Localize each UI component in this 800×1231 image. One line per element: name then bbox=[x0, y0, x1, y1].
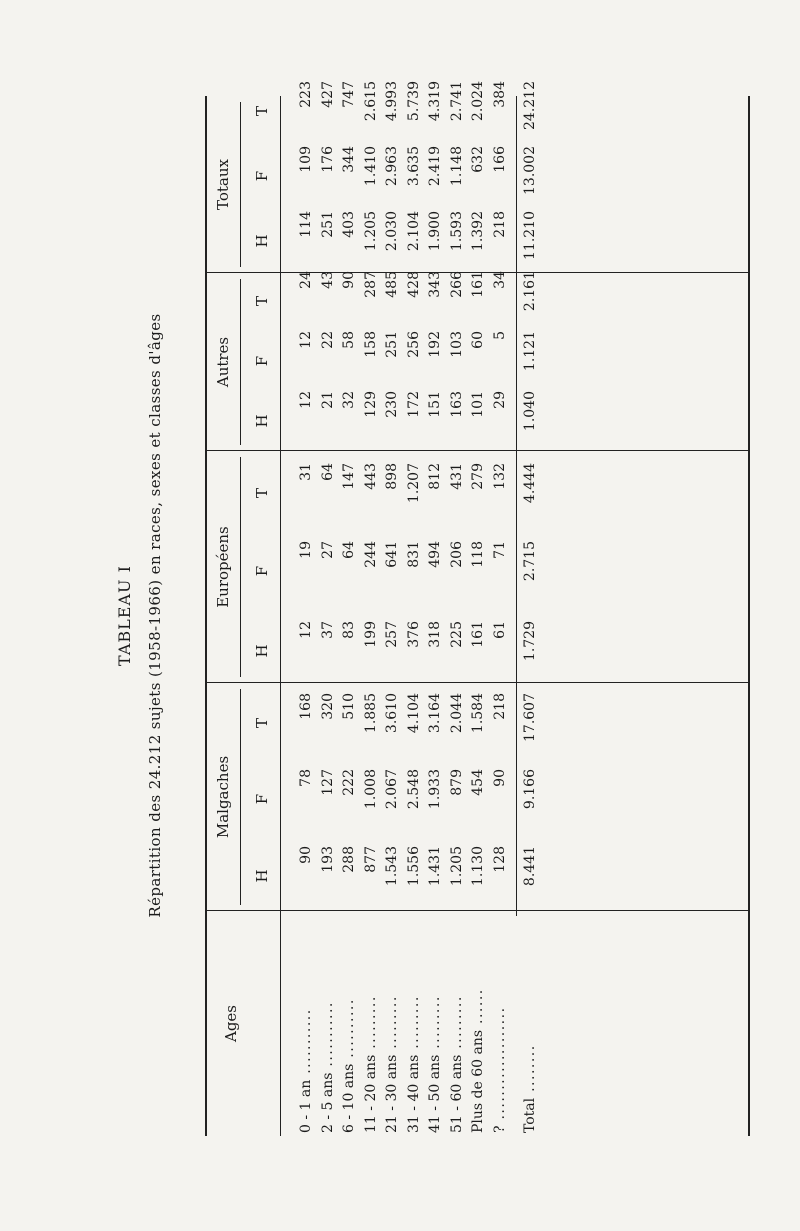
group-rule-2 bbox=[240, 279, 241, 445]
row-1-cell-1: 127 bbox=[319, 769, 336, 796]
leader-dots: ........... bbox=[319, 1001, 336, 1073]
row-6-cell-3: 318 bbox=[427, 621, 443, 648]
row-8-cell-5: 279 bbox=[470, 463, 486, 490]
row-1-cell-8: 43 bbox=[319, 271, 336, 289]
row-4-cell-6: 230 bbox=[384, 391, 400, 418]
bottom-rule bbox=[748, 96, 750, 1136]
column-divider-0 bbox=[205, 910, 748, 911]
total-row-cell-11: 24.212 bbox=[522, 81, 538, 130]
total-row-cell-3: 1.729 bbox=[522, 621, 538, 662]
row-6-cell-5: 812 bbox=[427, 463, 443, 490]
row-4-cell-0: 1.543 bbox=[384, 846, 400, 887]
row-3-cell-0: 877 bbox=[362, 846, 379, 873]
row-0-cell-0: 90 bbox=[298, 846, 314, 864]
leader-dots: ......... bbox=[427, 995, 443, 1055]
row-4-cell-2: 3.610 bbox=[384, 693, 400, 734]
row-3-cell-8: 287 bbox=[362, 271, 379, 298]
row-9-cell-7: 5 bbox=[491, 331, 508, 340]
row-3-cell-9: 1.205 bbox=[362, 211, 379, 252]
column-divider-1 bbox=[205, 682, 748, 683]
subheader-rule bbox=[280, 96, 281, 1136]
row-5-cell-11: 5.739 bbox=[405, 81, 422, 122]
total-row-cell-6: 1.040 bbox=[522, 391, 538, 432]
age-label: 21 - 30 ans bbox=[384, 1054, 400, 1133]
subheader-2-1: F bbox=[253, 355, 271, 367]
row-1-cell-0: 193 bbox=[319, 846, 336, 873]
row-0-cell-5: 31 bbox=[298, 463, 314, 481]
row-0-cell-2: 168 bbox=[298, 693, 314, 720]
row-5-cell-2: 4.104 bbox=[405, 693, 422, 734]
row-7-cell-9: 1.593 bbox=[448, 211, 465, 252]
row-6-cell-0: 1.431 bbox=[427, 846, 443, 887]
row-9-cell-2: 218 bbox=[491, 693, 508, 720]
row-9-cell-4: 71 bbox=[491, 541, 508, 559]
row-2-cell-3: 83 bbox=[341, 621, 357, 639]
row-3-cell-5: 443 bbox=[362, 463, 379, 490]
row-4-cell-1: 2.067 bbox=[384, 769, 400, 810]
age-label: 11 - 20 ans bbox=[362, 1054, 379, 1133]
row-6-cell-10: 2.419 bbox=[427, 146, 443, 187]
row-2-cell-10: 344 bbox=[341, 146, 357, 173]
row-4-cell-8: 485 bbox=[384, 271, 400, 298]
row-6-cell-7: 192 bbox=[427, 331, 443, 358]
row-0-cell-7: 12 bbox=[298, 331, 314, 349]
total-rule bbox=[516, 96, 517, 916]
leader-dots: ........... bbox=[298, 1008, 314, 1080]
row-5-cell-3: 376 bbox=[405, 621, 422, 648]
row-0-cell-3: 12 bbox=[298, 621, 314, 639]
subheader-1-0: H bbox=[253, 644, 271, 658]
row-7-cell-8: 266 bbox=[448, 271, 465, 298]
age-label: Plus de 60 ans bbox=[470, 1029, 486, 1133]
leader-dots: ......... bbox=[384, 995, 400, 1055]
row-2-cell-0: 288 bbox=[341, 846, 357, 873]
total-row-label bbox=[522, 1044, 538, 1133]
total-row-cell-8: 2.161 bbox=[522, 271, 538, 312]
leader-dots: ......... bbox=[448, 995, 465, 1055]
group-header-1: Européens bbox=[214, 526, 232, 608]
leader-dots: ......... bbox=[405, 995, 422, 1055]
row-2-cell-11: 747 bbox=[341, 81, 357, 108]
age-label: 6 - 10 ans bbox=[341, 1063, 357, 1133]
row-2-cell-8: 90 bbox=[341, 271, 357, 289]
row-9-cell-1: 90 bbox=[491, 769, 508, 787]
row-0-cell-10: 109 bbox=[298, 146, 314, 173]
row-8-cell-0: 1.130 bbox=[470, 846, 486, 887]
row-3-cell-6: 129 bbox=[362, 391, 379, 418]
row-0-cell-9: 114 bbox=[298, 211, 314, 238]
subheader-2-2: T bbox=[253, 296, 271, 307]
row-2-label bbox=[341, 998, 357, 1133]
row-8-cell-3: 161 bbox=[470, 621, 486, 648]
total-row-cell-7: 1.121 bbox=[522, 331, 538, 372]
total-row-cell-1: 9.166 bbox=[522, 769, 538, 810]
row-9-cell-10: 166 bbox=[491, 146, 508, 173]
row-9-cell-0: 128 bbox=[491, 846, 508, 873]
row-1-cell-11: 427 bbox=[319, 81, 336, 108]
row-6-cell-4: 494 bbox=[427, 541, 443, 568]
subheader-3-1: F bbox=[253, 170, 271, 182]
row-8-cell-2: 1.584 bbox=[470, 693, 486, 734]
row-8-cell-11: 2.024 bbox=[470, 81, 486, 122]
row-2-cell-9: 403 bbox=[341, 211, 357, 238]
row-2-cell-5: 147 bbox=[341, 463, 357, 490]
age-label: 0 - 1 an bbox=[298, 1079, 314, 1133]
total-row-cell-4: 2.715 bbox=[522, 541, 538, 582]
age-label: 2 - 5 ans bbox=[319, 1072, 336, 1133]
leader-dots: ................... bbox=[491, 1006, 508, 1126]
row-6-cell-2: 3.164 bbox=[427, 693, 443, 734]
row-7-cell-6: 163 bbox=[448, 391, 465, 418]
row-0-cell-1: 78 bbox=[298, 769, 314, 787]
age-label: Total bbox=[522, 1097, 538, 1133]
row-5-cell-7: 256 bbox=[405, 331, 422, 358]
row-7-cell-10: 1.148 bbox=[448, 146, 465, 187]
total-row-cell-10: 13.002 bbox=[522, 146, 538, 195]
age-label: ? bbox=[491, 1125, 508, 1133]
row-4-cell-3: 257 bbox=[384, 621, 400, 648]
row-5-cell-6: 172 bbox=[405, 391, 422, 418]
top-rule bbox=[205, 96, 207, 1136]
row-5-cell-8: 428 bbox=[405, 271, 422, 298]
row-2-cell-1: 222 bbox=[341, 769, 357, 796]
row-1-cell-7: 22 bbox=[319, 331, 336, 349]
row-7-cell-4: 206 bbox=[448, 541, 465, 568]
row-5-cell-1: 2.548 bbox=[405, 769, 422, 810]
row-1-cell-3: 37 bbox=[319, 621, 336, 639]
leader-dots: .......... bbox=[341, 998, 357, 1064]
group-header-3: Totaux bbox=[214, 159, 232, 210]
row-2-cell-2: 510 bbox=[341, 693, 357, 720]
row-9-cell-8: 34 bbox=[491, 271, 508, 289]
subheader-0-1: F bbox=[253, 793, 271, 805]
row-2-cell-7: 58 bbox=[341, 331, 357, 349]
row-7-cell-7: 103 bbox=[448, 331, 465, 358]
row-3-cell-10: 1.410 bbox=[362, 146, 379, 187]
row-1-cell-10: 176 bbox=[319, 146, 336, 173]
row-7-label bbox=[449, 995, 465, 1133]
age-label: 51 - 60 ans bbox=[448, 1054, 465, 1133]
group-rule-1 bbox=[240, 457, 241, 677]
row-3-label bbox=[363, 995, 379, 1133]
age-label: 31 - 40 ans bbox=[405, 1054, 422, 1133]
row-3-cell-11: 2.615 bbox=[362, 81, 379, 122]
row-9-cell-5: 132 bbox=[491, 463, 508, 490]
row-4-cell-7: 251 bbox=[384, 331, 400, 358]
row-9-cell-6: 29 bbox=[491, 391, 508, 409]
row-3-cell-3: 199 bbox=[362, 621, 379, 648]
row-8-cell-7: 60 bbox=[470, 331, 486, 349]
row-7-cell-1: 879 bbox=[448, 769, 465, 796]
row-8-cell-4: 118 bbox=[470, 541, 486, 568]
row-1-label bbox=[320, 1001, 336, 1133]
row-5-cell-4: 831 bbox=[405, 541, 422, 568]
row-0-cell-8: 24 bbox=[298, 271, 314, 289]
leader-dots: ........ bbox=[522, 1044, 538, 1098]
ages-header: Ages bbox=[222, 1005, 240, 1043]
row-7-cell-0: 1.205 bbox=[448, 846, 465, 887]
row-0-cell-4: 19 bbox=[298, 541, 314, 559]
row-4-cell-5: 898 bbox=[384, 463, 400, 490]
row-7-cell-2: 2.044 bbox=[448, 693, 465, 734]
row-1-cell-4: 27 bbox=[319, 541, 336, 559]
group-rule-0 bbox=[240, 689, 241, 905]
group-rule-3 bbox=[240, 102, 241, 267]
row-4-cell-9: 2.030 bbox=[384, 211, 400, 252]
group-header-2: Autres bbox=[214, 336, 232, 388]
row-6-cell-8: 343 bbox=[427, 271, 443, 298]
row-8-cell-8: 161 bbox=[470, 271, 486, 298]
row-0-label bbox=[298, 1008, 314, 1133]
row-5-label bbox=[406, 995, 422, 1133]
row-4-cell-11: 4.993 bbox=[384, 81, 400, 122]
subheader-0-0: H bbox=[253, 869, 271, 883]
row-9-cell-11: 384 bbox=[491, 81, 508, 108]
total-row-cell-2: 17.607 bbox=[522, 693, 538, 742]
subheader-1-1: F bbox=[253, 565, 271, 577]
row-6-label bbox=[427, 995, 443, 1133]
total-row-cell-5: 4.444 bbox=[522, 463, 538, 504]
row-8-label bbox=[470, 988, 486, 1133]
row-9-cell-3: 61 bbox=[491, 621, 508, 639]
row-1-cell-9: 251 bbox=[319, 211, 336, 238]
row-2-cell-4: 64 bbox=[341, 541, 357, 559]
row-4-label bbox=[384, 995, 400, 1133]
total-row-cell-0: 8.441 bbox=[522, 846, 538, 887]
row-6-cell-9: 1.900 bbox=[427, 211, 443, 252]
row-6-cell-11: 4.319 bbox=[427, 81, 443, 122]
row-8-cell-1: 454 bbox=[470, 769, 486, 796]
row-7-cell-11: 2.741 bbox=[448, 81, 465, 122]
row-9-label bbox=[492, 1006, 508, 1133]
row-8-cell-6: 101 bbox=[470, 391, 486, 418]
row-1-cell-5: 64 bbox=[319, 463, 336, 481]
subheader-1-2: T bbox=[253, 488, 271, 499]
row-6-cell-1: 1.933 bbox=[427, 769, 443, 810]
row-5-cell-9: 2.104 bbox=[405, 211, 422, 252]
row-3-cell-2: 1.885 bbox=[362, 693, 379, 734]
leader-dots: ......... bbox=[362, 995, 379, 1055]
row-7-cell-3: 225 bbox=[448, 621, 465, 648]
row-1-cell-2: 320 bbox=[319, 693, 336, 720]
row-6-cell-6: 151 bbox=[427, 391, 443, 418]
row-4-cell-4: 641 bbox=[384, 541, 400, 568]
row-9-cell-9: 218 bbox=[491, 211, 508, 238]
row-3-cell-1: 1.008 bbox=[362, 769, 379, 810]
row-0-cell-11: 223 bbox=[298, 81, 314, 108]
row-3-cell-7: 158 bbox=[362, 331, 379, 358]
subheader-3-2: T bbox=[253, 106, 271, 117]
age-label: 41 - 50 ans bbox=[427, 1054, 443, 1133]
total-row-cell-9: 11.210 bbox=[522, 211, 538, 260]
row-7-cell-5: 431 bbox=[448, 463, 465, 490]
row-5-cell-0: 1.556 bbox=[405, 846, 422, 887]
row-8-cell-10: 632 bbox=[470, 146, 486, 173]
row-5-cell-10: 3.635 bbox=[405, 146, 422, 187]
row-1-cell-6: 21 bbox=[319, 391, 336, 409]
row-8-cell-9: 1.392 bbox=[470, 211, 486, 252]
row-4-cell-10: 2.963 bbox=[384, 146, 400, 187]
table-subtitle: Répartition des 24.212 sujets (1958-1966) en races, sexes et classes d'âges bbox=[146, 313, 164, 918]
leader-dots: ...... bbox=[470, 988, 486, 1030]
row-5-cell-5: 1.207 bbox=[405, 463, 422, 504]
row-3-cell-4: 244 bbox=[362, 541, 379, 568]
table-title: TABLEAU I bbox=[115, 565, 134, 666]
subheader-0-2: T bbox=[253, 718, 271, 729]
row-0-cell-6: 12 bbox=[298, 391, 314, 409]
subheader-2-0: H bbox=[253, 414, 271, 428]
row-2-cell-6: 32 bbox=[341, 391, 357, 409]
group-header-0: Malgaches bbox=[214, 755, 232, 839]
subheader-3-0: H bbox=[253, 234, 271, 248]
